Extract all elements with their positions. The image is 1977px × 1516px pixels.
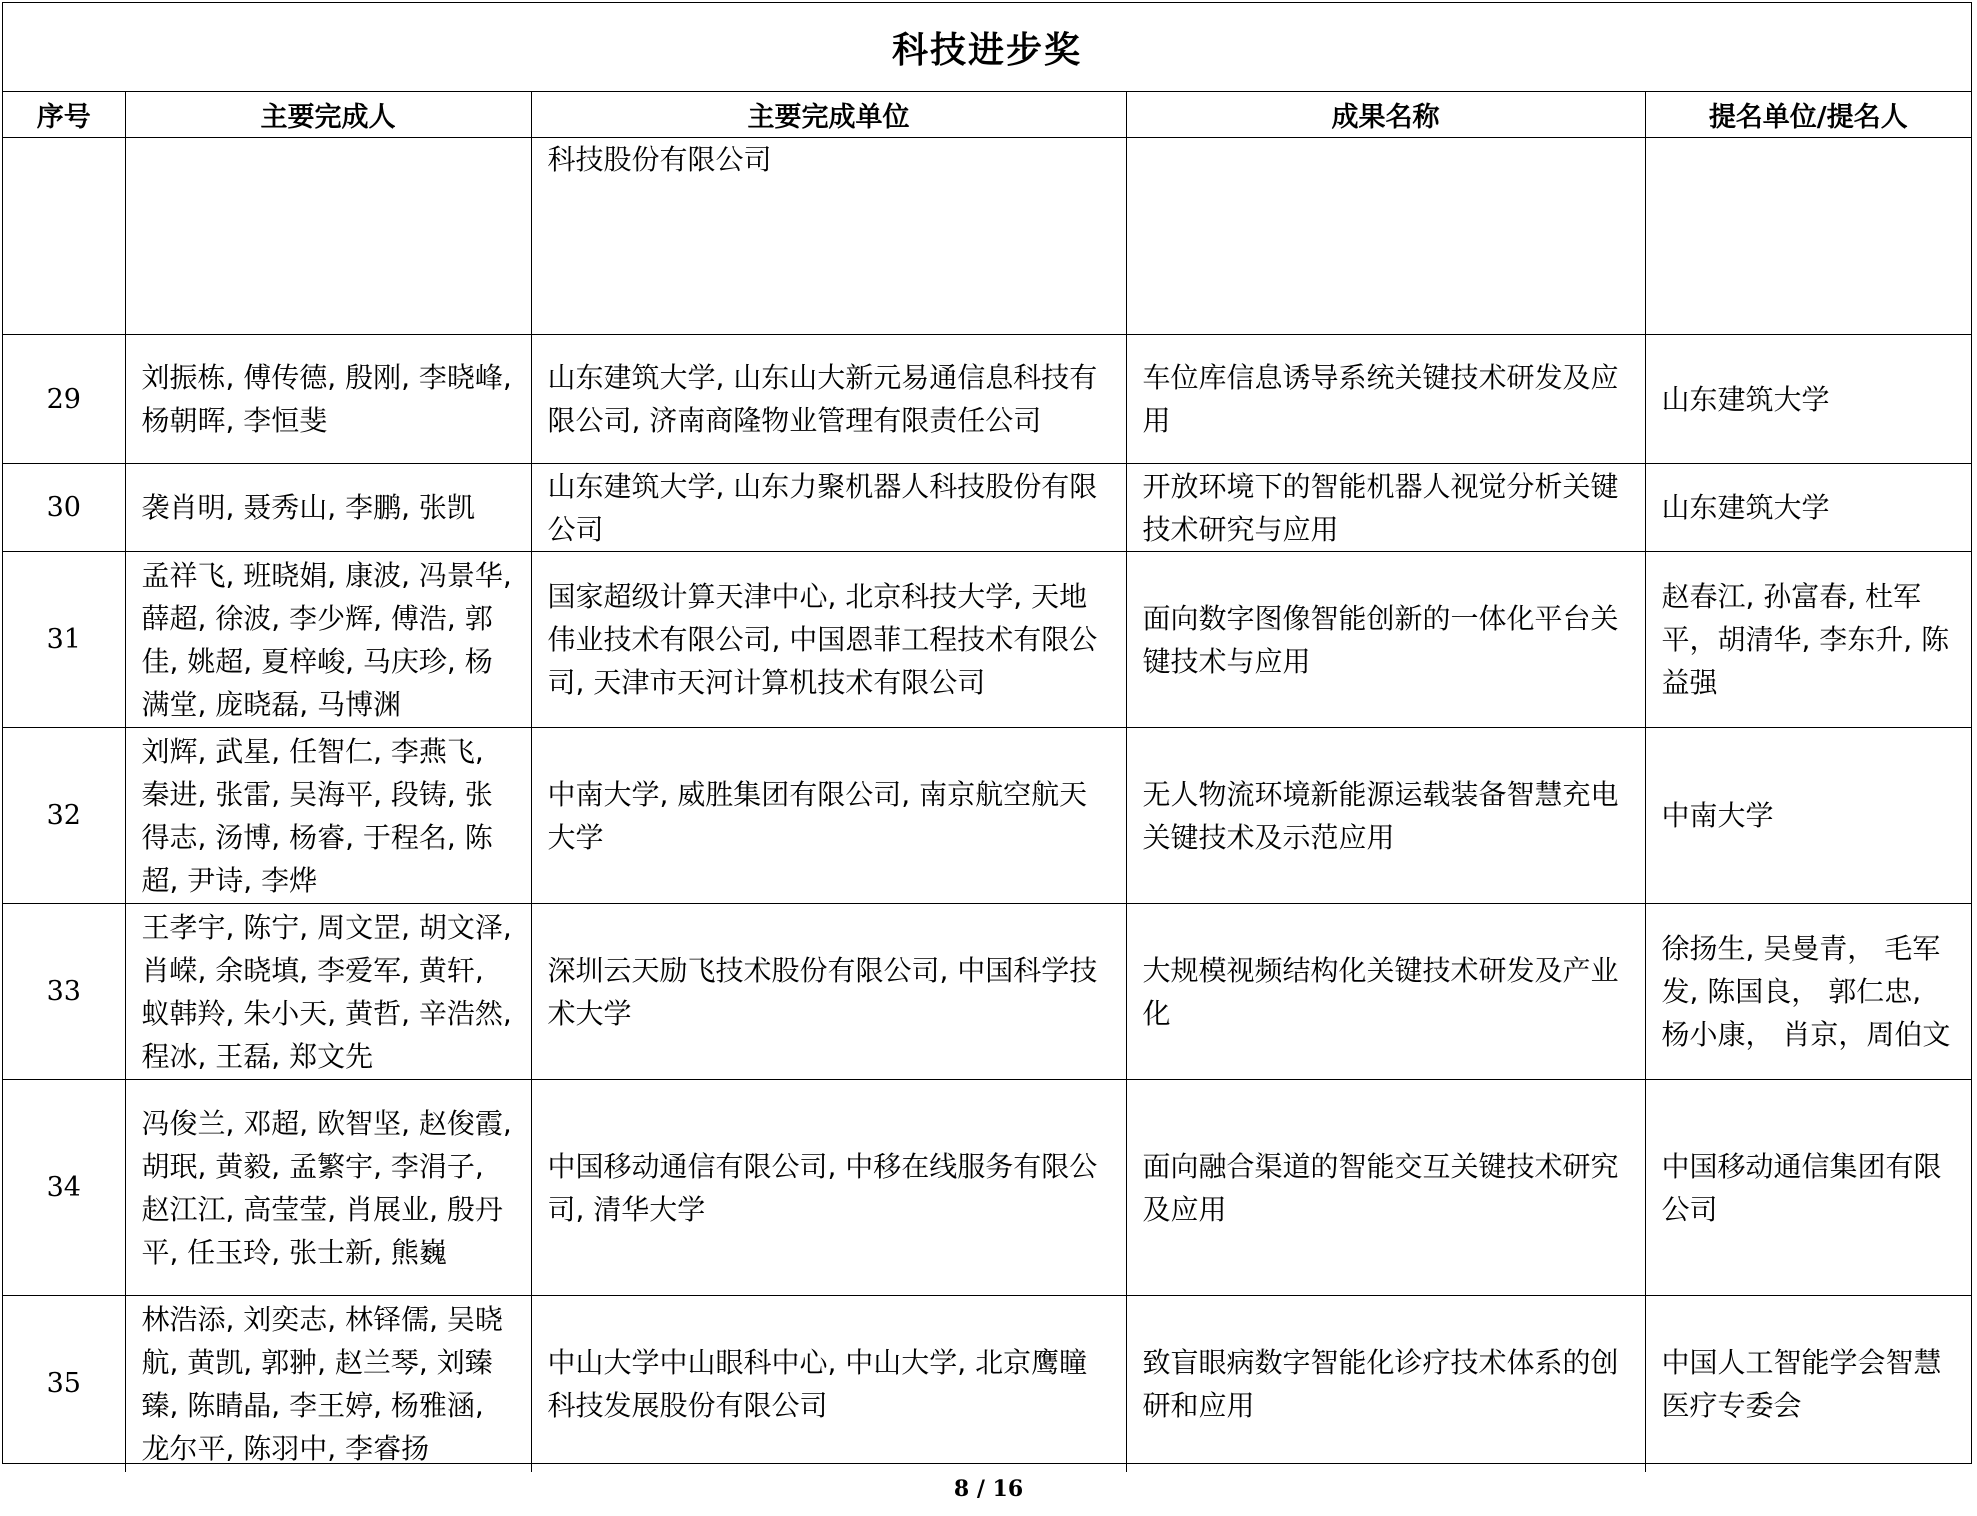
- row-nominator: 山东建筑大学: [1645, 464, 1971, 552]
- table-row: [3, 335, 1971, 464]
- row-nominator: 中国人工智能学会智慧医疗专委会: [1645, 1296, 1971, 1472]
- row-units: 山东建筑大学, 山东力聚机器人科技股份有限公司: [531, 464, 1126, 552]
- row-project: 无人物流环境新能源运载装备智慧充电关键技术及示范应用: [1126, 728, 1645, 904]
- row-serial: 33: [3, 904, 125, 1080]
- row-project: 致盲眼病数字智能化诊疗技术体系的创研和应用: [1126, 1296, 1645, 1472]
- row-units: 科技股份有限公司: [531, 138, 1126, 335]
- header-main-units: 主要完成单位: [531, 92, 1126, 138]
- row-people: 刘辉, 武星, 任智仁, 李燕飞, 秦进, 张雷, 吴海平, 段铸, 张得志, 汤博, 杨睿, 于程名, 陈超, 尹诗, 李烨: [125, 728, 531, 904]
- table-row: [3, 138, 1971, 335]
- award-table: [3, 91, 1971, 1472]
- row-units: 中山大学中山眼科中心, 中山大学, 北京鹰瞳科技发展股份有限公司: [531, 1296, 1126, 1472]
- table-row: [3, 464, 1971, 552]
- row-units: 深圳云天励飞技术股份有限公司, 中国科学技术大学: [531, 904, 1126, 1080]
- row-people: 林浩添, 刘奕志, 林铎儒, 吴晓航, 黄凯, 郭翀, 赵兰琴, 刘臻臻, 陈睛晶, 李王婷, 杨雅涵, 龙尔平, 陈羽中, 李睿扬: [125, 1296, 531, 1472]
- row-nominator: 赵春江, 孙富春, 杜军平，胡清华, 李东升, 陈益强: [1645, 552, 1971, 728]
- row-project: 车位库信息诱导系统关键技术研发及应用: [1126, 335, 1645, 464]
- row-serial: 30: [3, 464, 125, 552]
- row-units: 国家超级计算天津中心, 北京科技大学, 天地伟业技术有限公司, 中国恩菲工程技术有限公司, 天津市天河计算机技术有限公司: [531, 552, 1126, 728]
- row-nominator: 中南大学: [1645, 728, 1971, 904]
- row-project: 面向数字图像智能创新的一体化平台关键技术与应用: [1126, 552, 1645, 728]
- row-project: 开放环境下的智能机器人视觉分析关键技术研究与应用: [1126, 464, 1645, 552]
- row-nominator: 中国移动通信集团有限公司: [1645, 1080, 1971, 1296]
- award-table-frame: [2, 2, 1972, 1464]
- row-project: [1126, 138, 1645, 335]
- row-people: 冯俊兰, 邓超, 欧智坚, 赵俊霞, 胡珉, 黄毅, 孟繁宇, 李涓子, 赵江江, 高莹莹, 肖展业, 殷丹平, 任玉玲, 张士新, 熊巍: [125, 1080, 531, 1296]
- row-serial: 34: [3, 1080, 125, 1296]
- row-serial: 35: [3, 1296, 125, 1472]
- header-achievement-name: 成果名称: [1126, 92, 1645, 138]
- table-row: [3, 1296, 1971, 1472]
- header-row: [3, 92, 1971, 138]
- table-row: [3, 728, 1971, 904]
- row-units: 山东建筑大学, 山东山大新元易通信息科技有限公司, 济南商隆物业管理有限责任公司: [531, 335, 1126, 464]
- page-number: 8 / 16: [953, 1476, 1024, 1502]
- row-serial: 29: [3, 335, 125, 464]
- table-row: [3, 904, 1971, 1080]
- row-people: 刘振栋, 傅传德, 殷刚, 李晓峰, 杨朝晖, 李恒斐: [125, 335, 531, 464]
- row-people: 孟祥飞, 班晓娟, 康波, 冯景华, 薛超, 徐波, 李少辉, 傅浩, 郭佳, 姚超, 夏梓峻, 马庆珍, 杨满堂, 庞晓磊, 马博渊: [125, 552, 531, 728]
- table-row: [3, 552, 1971, 728]
- row-project: 大规模视频结构化关键技术研发及产业化: [1126, 904, 1645, 1080]
- row-nominator: 徐扬生, 吴曼青， 毛军发, 陈国良， 郭仁忠, 杨小康， 肖京，周伯文: [1645, 904, 1971, 1080]
- row-units: 中南大学, 威胜集团有限公司, 南京航空航天大学: [531, 728, 1126, 904]
- row-nominator: 山东建筑大学: [1645, 335, 1971, 464]
- row-serial: [3, 138, 125, 335]
- row-serial: 31: [3, 552, 125, 728]
- header-serial: 序号: [3, 92, 125, 138]
- header-main-people: 主要完成人: [125, 92, 531, 138]
- table-title: 科技进步奖: [3, 3, 1971, 92]
- header-nominator: 提名单位/提名人: [1645, 92, 1971, 138]
- row-project: 面向融合渠道的智能交互关键技术研究及应用: [1126, 1080, 1645, 1296]
- table-row: [3, 1080, 1971, 1296]
- row-nominator: [1645, 138, 1971, 335]
- row-people: [125, 138, 531, 335]
- row-serial: 32: [3, 728, 125, 904]
- row-units: 中国移动通信有限公司, 中移在线服务有限公司, 清华大学: [531, 1080, 1126, 1296]
- row-people: 王孝宇, 陈宁, 周文罡, 胡文泽, 肖嵘, 余晓填, 李爱军, 黄轩, 蚁韩羚, 朱小天, 黄哲, 辛浩然, 程冰, 王磊, 郑文先: [125, 904, 531, 1080]
- row-people: 袭肖明, 聂秀山, 李鹏, 张凯: [125, 464, 531, 552]
